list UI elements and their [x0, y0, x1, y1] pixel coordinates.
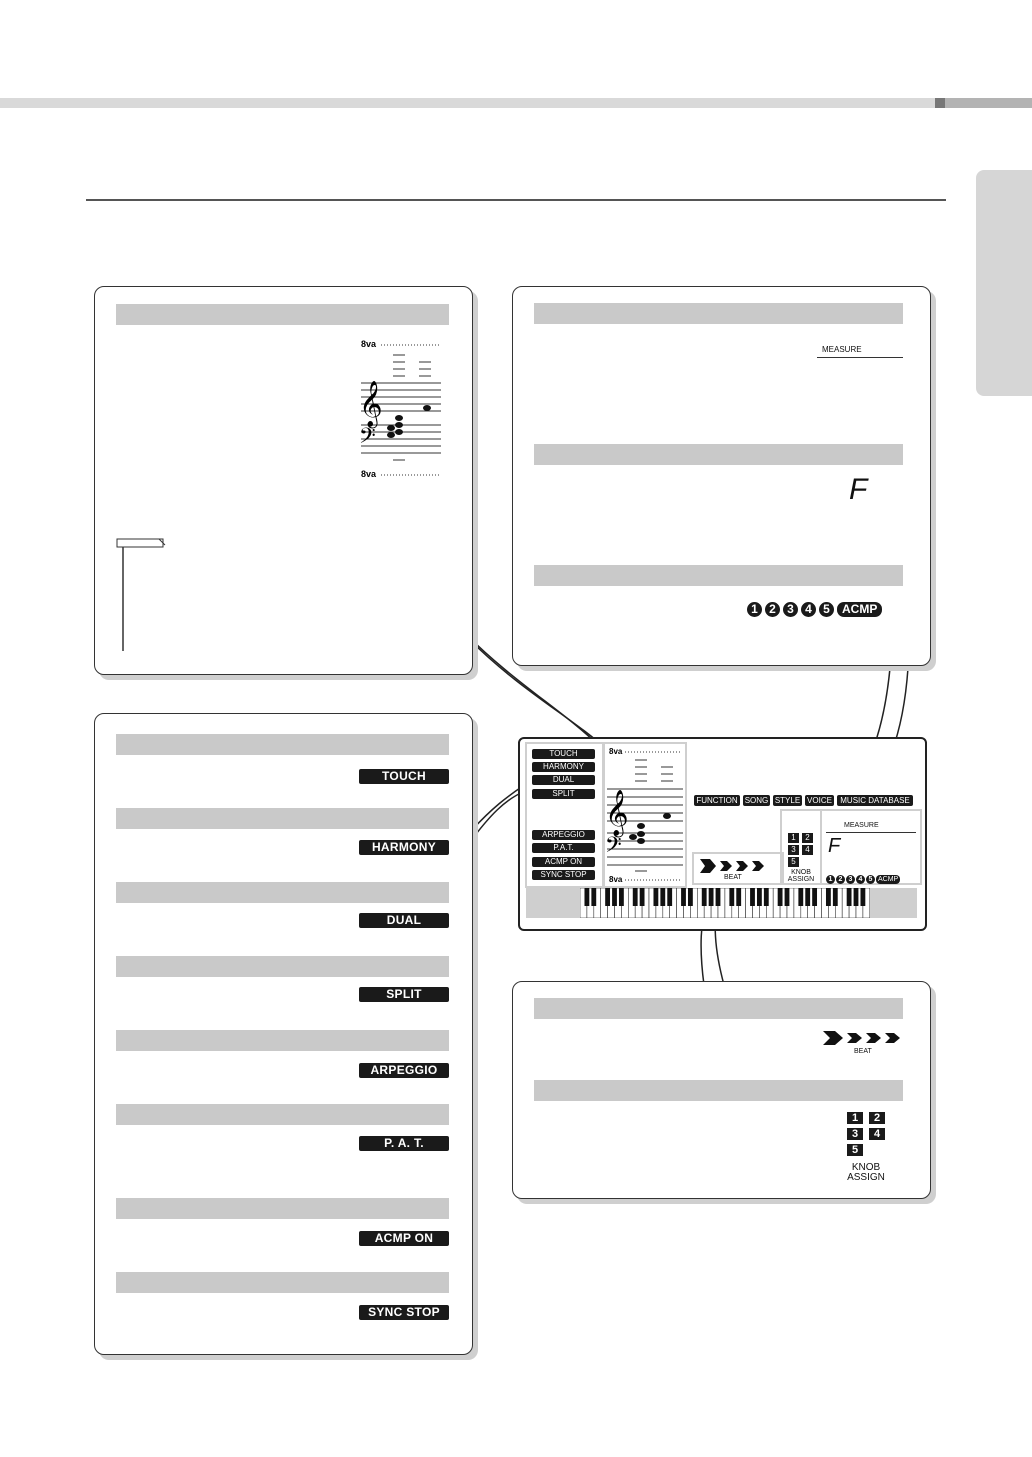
lcd-black-key — [633, 888, 638, 906]
beat-label: BEAT — [854, 1048, 872, 1055]
lcd-black-key — [612, 888, 617, 906]
lcd-track-indicators: 1 2 3 4 5 ACMP — [826, 868, 900, 886]
acmp-indicator: ACMP — [837, 602, 882, 617]
track-4-indicator: 4 — [801, 602, 816, 617]
track-5-indicator: 5 — [819, 602, 834, 617]
touch-section-header — [116, 734, 449, 755]
lcd-staff-notation — [605, 744, 685, 886]
octave-mark-top: 8va — [361, 339, 377, 349]
lcd-black-key — [667, 888, 672, 906]
lcd-knob-1: 1 — [788, 833, 799, 843]
measure-underline — [817, 357, 903, 358]
lcd-knob-line1: KNOB — [791, 869, 811, 876]
lcd-black-key — [750, 888, 755, 906]
knob-assign-section-header — [534, 1080, 903, 1101]
track-1-indicator: 1 — [747, 602, 762, 617]
lcd-measure-line — [826, 832, 916, 833]
lcd-black-key — [716, 888, 721, 906]
lcd-black-key — [729, 888, 734, 906]
lcd-knob-label — [784, 869, 818, 883]
lcd-black-key — [681, 888, 686, 906]
lcd-black-key — [688, 888, 693, 906]
lcd-black-key — [860, 888, 865, 906]
pat-section-header — [116, 1104, 449, 1125]
knob-label-line1: KNOB — [851, 1162, 881, 1173]
lcd-sync-stop: SYNC STOP — [532, 870, 595, 880]
lcd-pat: P.A.T. — [532, 843, 595, 853]
lcd-black-key — [826, 888, 831, 906]
lcd-knob-2: 2 — [802, 833, 813, 843]
lcd-keyboard-bar — [526, 888, 917, 918]
lcd-beat-arrows-icon — [700, 859, 770, 873]
measure-label: MEASURE — [822, 345, 862, 354]
lcd-black-key — [778, 888, 783, 906]
track-indicators — [747, 600, 882, 618]
lcd-black-key — [702, 888, 707, 906]
lcd-black-key — [605, 888, 610, 906]
bass-clef-icon: 𝄢 — [359, 424, 376, 454]
sync-stop-section-header — [116, 1272, 449, 1293]
pat-indicator: P. A. T. — [359, 1136, 449, 1151]
lcd-bass-clef-icon: 𝄢 — [605, 833, 622, 863]
staff-section-header — [116, 304, 449, 325]
lcd-side-panel — [525, 742, 604, 888]
lcd-knob-4: 4 — [802, 845, 813, 855]
octave-mark-bottom: 8va — [361, 469, 377, 479]
track-section-header — [534, 565, 903, 586]
arpeggio-section-header — [116, 1030, 449, 1051]
lcd-function: FUNCTION — [694, 795, 740, 806]
lcd-acmp-on: ACMP ON — [532, 857, 595, 867]
split-indicator: SPLIT — [359, 987, 449, 1002]
split-section-header — [116, 956, 449, 977]
knob-assign-label — [845, 1163, 887, 1183]
lcd-black-key — [812, 888, 817, 906]
lcd-beat-area — [692, 852, 784, 885]
arpeggio-indicator: ARPEGGIO — [359, 1063, 449, 1078]
lcd-black-key — [736, 888, 741, 906]
lcd-chord: F — [828, 835, 841, 857]
lcd-black-key — [584, 888, 589, 906]
lcd-knob-5: 5 — [788, 857, 799, 867]
lcd-arpeggio: ARPEGGIO — [532, 830, 595, 840]
knob-2-indicator: 2 — [869, 1112, 885, 1124]
treble-clef-icon: 𝄞 — [359, 381, 383, 427]
lcd-music-database: MUSIC DATABASE — [837, 795, 913, 806]
lcd-black-key — [847, 888, 852, 906]
measure-section-header — [534, 303, 903, 324]
status-panel — [512, 286, 931, 666]
lcd-keyboard — [580, 888, 870, 918]
staff-panel — [94, 286, 473, 675]
lcd-staff-area — [603, 742, 687, 888]
beat-section-header — [534, 998, 903, 1019]
lcd-black-key — [833, 888, 838, 906]
lcd-touch: TOUCH — [532, 749, 595, 759]
acmp-on-indicator: ACMP ON — [359, 1231, 449, 1246]
track-2-indicator: 2 — [765, 602, 780, 617]
harmony-section-header — [116, 808, 449, 829]
sync-stop-indicator: SYNC STOP — [359, 1305, 449, 1320]
chord-section-header — [534, 444, 903, 465]
knob-1-indicator: 1 — [847, 1112, 863, 1124]
note-icon — [113, 537, 173, 655]
lcd-octave-top: 8va — [609, 747, 623, 756]
touch-indicator: TOUCH — [359, 769, 449, 784]
staff-notation — [353, 335, 453, 485]
lcd-treble-clef-icon: 𝄞 — [605, 790, 629, 836]
lcd-knob-line2: ASSIGN — [787, 876, 815, 883]
lcd-harmony: HARMONY — [532, 762, 595, 772]
lcd-dual: DUAL — [532, 775, 595, 785]
dual-indicator: DUAL — [359, 913, 449, 928]
lcd-knob-3: 3 — [788, 845, 799, 855]
lcd-black-key — [619, 888, 624, 906]
lcd-black-key — [660, 888, 665, 906]
lcd-black-key — [798, 888, 803, 906]
knob-3-indicator: 3 — [847, 1128, 863, 1140]
lcd-measure-label: MEASURE — [844, 822, 879, 829]
lcd-knob-area — [780, 809, 822, 885]
lcd-black-key — [709, 888, 714, 906]
lcd-black-key — [785, 888, 790, 906]
lcd-black-key — [591, 888, 596, 906]
lcd-black-key — [757, 888, 762, 906]
chord-display: F — [849, 473, 868, 506]
lcd-black-key — [653, 888, 658, 906]
lcd-style: STYLE — [774, 796, 801, 805]
beat-arrows-icon — [823, 1030, 907, 1048]
dual-section-header — [116, 882, 449, 903]
knob-4-indicator: 4 — [869, 1128, 885, 1140]
knob-label-line2: ASSIGN — [847, 1172, 885, 1183]
lcd-voice: VOICE — [805, 795, 834, 806]
lcd-octave-bottom: 8va — [609, 875, 623, 884]
lcd-split: SPLIT — [532, 789, 595, 799]
indicator-panel — [94, 713, 473, 1355]
lcd-black-key — [764, 888, 769, 906]
lcd-measure-area — [820, 809, 922, 885]
lcd-display — [518, 737, 927, 931]
lcd-black-key — [854, 888, 859, 906]
harmony-indicator: HARMONY — [359, 840, 449, 855]
lcd-black-key — [805, 888, 810, 906]
lcd-black-key — [640, 888, 645, 906]
track-3-indicator: 3 — [783, 602, 798, 617]
beat-panel — [512, 981, 931, 1199]
lcd-beat-label: BEAT — [724, 874, 742, 881]
lcd-song: SONG — [744, 796, 769, 805]
knob-5-indicator: 5 — [847, 1144, 863, 1156]
acmp-on-section-header — [116, 1198, 449, 1219]
